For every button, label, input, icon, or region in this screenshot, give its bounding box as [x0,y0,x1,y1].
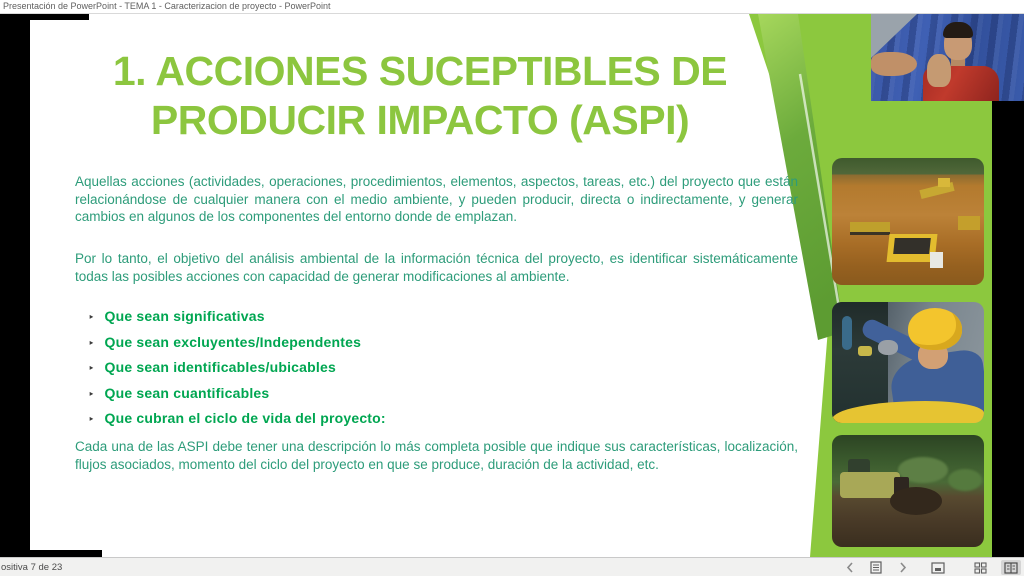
window-title: Presentación de PowerPoint - TEMA 1 - Caracterizacion de proyecto - PowerPoint [3,1,331,11]
bullet-text: Que sean identificables/ubicables [104,359,336,375]
bush [948,469,982,491]
reading-view-button[interactable] [1001,560,1021,575]
excavator-cab [938,178,950,187]
bullet-text: Que sean cuantificables [104,384,270,401]
chevron-left-icon [846,562,854,573]
list-item [88,385,708,405]
paragraph-objective: Por lo tanto, el objetivo del análisis ambiental de la información técnica del proyecto, es identificar sistemáticamente todas las posibles acciones con capacidad de generar modificaciones al ambiente. [75,251,798,284]
paragraph-definition: Aquellas acciones (actividades, operaciones, procedimientos, elementos, aspectos, tareas, etc.) del proyecto que están relacionándose de cualquier manera con el medio ambiente, y pueden producir, directa o indirectamente, y generar cambios en algunos de los componentes del entorno donde de emplazan. [75,174,798,225]
slide-counter: ositiva 7 de 23 [1,562,63,573]
notes-button[interactable] [866,560,886,575]
dump-truck-bin [893,238,931,254]
presenter-hair [943,22,973,38]
slide-sorter-icon [974,562,987,574]
slide-sorter-view-button[interactable] [970,560,990,575]
slide-title-line2: PRODUCIR IMPACTO (ASPI) [150,97,690,143]
presenter-left-hand [871,52,917,76]
statusbar [0,557,1024,576]
letterbox-artifact-top [25,14,89,20]
bullet-text: Que sean significativas [104,308,265,324]
window-titlebar [0,0,1024,14]
notes-icon [870,561,882,574]
bullet-list [88,308,708,436]
slide-title [40,47,800,145]
normal-view-button[interactable] [928,560,948,575]
photo-bulldozer [832,435,984,547]
hose [842,316,852,350]
photo-excavation-site [832,158,984,285]
excavator-2 [850,222,890,232]
bullet-text: Que sean excluyentes/Independentes [104,333,362,350]
reading-view-icon [1004,562,1018,574]
bullet-arrow-icon: ‣ [88,414,95,426]
list-item [88,334,708,354]
next-slide-button[interactable] [893,560,913,575]
hard-hat [908,308,962,350]
bullet-arrow-icon: ‣ [88,312,95,324]
normal-view-icon [931,562,945,574]
webcam-overlay [871,14,1024,101]
paragraph-description: Cada una de las ASPI debe tener una descripción lo más completa posible que indique sus características, localización, flujos asociados, momento del ciclo del proyecto en que se produce, duración de la actividad, etc. [75,439,798,472]
slide-title-line1: 1. ACCIONES SUCEPTIBLES DE [112,48,728,94]
bullet-text: Que cubran el ciclo de vida del proyecto: [104,410,386,426]
digger-right [958,216,980,230]
bullet-arrow-icon: ‣ [88,337,95,350]
worker-glove [878,340,898,355]
letterbox-artifact-bottom [30,550,102,557]
previous-slide-button[interactable] [840,560,860,575]
list-item [88,410,708,430]
list-item [88,308,708,328]
fitting [858,346,872,356]
dirt-mound [890,487,942,515]
truck-cab [930,252,943,268]
bulldozer-body [840,472,900,498]
bullet-arrow-icon: ‣ [88,363,95,375]
presenter-right-hand [927,54,951,87]
photo-worker-machinery [832,302,984,423]
chevron-right-icon [899,562,907,573]
letterbox-left [0,14,30,557]
bullet-arrow-icon: ‣ [88,388,95,401]
list-item [88,359,708,379]
